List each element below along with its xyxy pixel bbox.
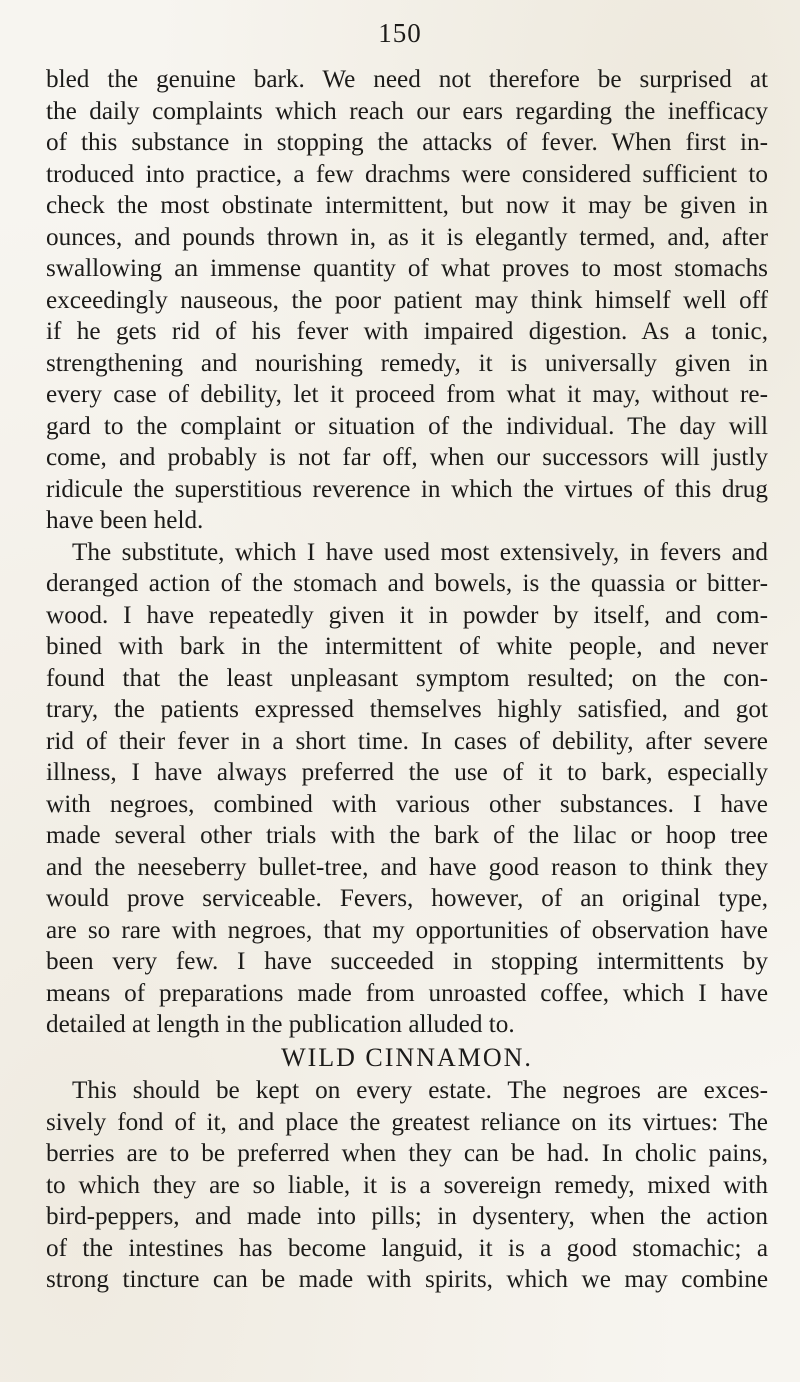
text-line: found that the least unpleasant symptom resulted; on the con- xyxy=(46,664,768,692)
text-line: sively fond of it, and place the greatest reliance on its virtues: The xyxy=(46,1108,768,1136)
body-text xyxy=(46,64,768,1296)
text-line: of the intestines has become languid, it is a good stomachic; a xyxy=(46,1234,768,1262)
text-line: swallowing an immense quantity of what proves to most stomachs xyxy=(46,255,768,282)
text-line: with negroes, combined with various other substances. I have xyxy=(46,790,768,818)
text-line: ounces, and pounds thrown in, as it is elegantly termed, and, after xyxy=(46,223,768,251)
paragraph-2 xyxy=(46,537,768,1041)
text-line: bined with bark in the intermittent of white people, and never xyxy=(46,633,768,660)
text-line: the daily complaints which reach our ears regarding the inefficacy xyxy=(46,97,768,125)
text-line: rid of their fever in a short time. In cases of debility, after severe xyxy=(46,727,768,755)
text-line: strong tincture can be made with spirits, which we may combine xyxy=(46,1266,768,1293)
text-line: have been held. xyxy=(46,507,204,534)
text-line: would prove serviceable. Fevers, however, of an original type, xyxy=(46,885,768,912)
page-number: 150 xyxy=(378,18,422,48)
text-line: check the most obstinate intermittent, but now it may be given in xyxy=(46,192,768,219)
text-line: berries are to be preferred when they can be had. In cholic pains, xyxy=(46,1140,768,1167)
text-line: to which they are so liable, it is a sovereign remedy, mixed with xyxy=(46,1171,768,1199)
text-line: deranged action of the stomach and bowels, is the quassia or bitter- xyxy=(46,570,768,597)
text-line: are so rare with negroes, that my opportunities of observation have xyxy=(46,916,768,944)
text-line: ridicule the superstitious reverence in which the virtues of this drug xyxy=(46,475,768,503)
text-line: been very few. I have succeeded in stopping intermittents by xyxy=(46,948,768,975)
text-line: bled the genuine bark. We need not therefore be surprised at xyxy=(46,66,768,93)
text-line: of this substance in stopping the attacks of fever. When first in- xyxy=(46,129,768,156)
text-line: wood. I have repeatedly given it in powder by itself, and com- xyxy=(46,601,768,629)
paragraph-1 xyxy=(46,64,768,537)
text-line: exceedingly nauseous, the poor patient may think himself well off xyxy=(46,286,768,314)
text-line: means of preparations made from unroasted coffee, which I have xyxy=(46,979,768,1007)
text-line: This should be kept on every estate. The negroes are exces- xyxy=(72,1077,768,1104)
text-line: illness, I have always preferred the use of it to bark, especially xyxy=(46,759,768,786)
text-line: bird-peppers, and made into pills; in dysentery, when the action xyxy=(46,1203,768,1230)
text-line: every case of debility, let it proceed from what it may, without re- xyxy=(46,381,768,408)
text-line: gard to the complaint or situation of the individual. The day will xyxy=(46,412,768,440)
text-line: The substitute, which I have used most extensively, in fevers and xyxy=(72,538,768,566)
text-line: if he gets rid of his fever with impaired digestion. As a tonic, xyxy=(46,318,768,345)
text-line: come, and probably is not far off, when our successors will justly xyxy=(46,444,768,471)
text-line: trary, the patients expressed themselves highly satisfied, and got xyxy=(46,696,768,723)
text-line: made several other trials with the bark of the lilac or hoop tree xyxy=(46,822,768,849)
text-line: detailed at length in the publication alluded to. xyxy=(46,1011,515,1038)
section-heading: WILD CINNAMON. xyxy=(281,1042,533,1072)
paragraph-3 xyxy=(46,1075,768,1296)
text-line: troduced into practice, a few drachms were considered sufficient to xyxy=(46,160,768,188)
text-line: strengthening and nourishing remedy, it is universally given in xyxy=(46,349,768,377)
text-line: and the neeseberry bullet-tree, and have good reason to think they xyxy=(46,853,768,881)
